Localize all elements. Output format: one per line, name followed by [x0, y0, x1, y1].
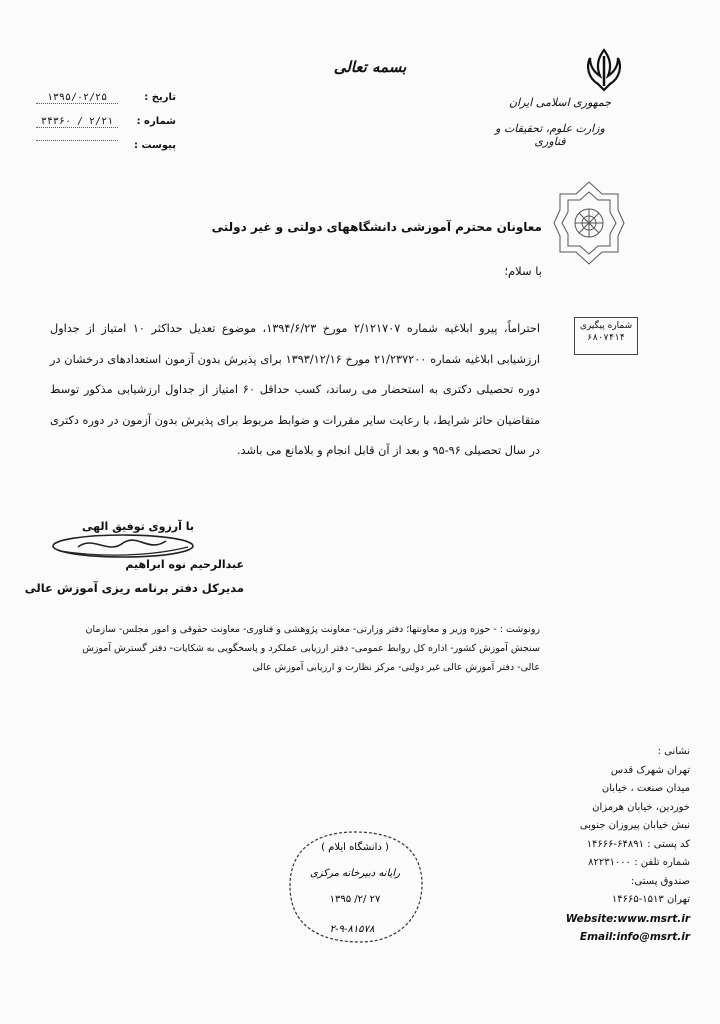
number-label: شماره :	[136, 116, 176, 127]
address-line: تهران شهرک قدس	[610, 764, 690, 776]
address-block	[540, 743, 690, 947]
basmala-heading: بسمه تعالی	[333, 58, 407, 76]
date-value: ۱۳۹۵/۰۲/۲۵	[36, 92, 118, 104]
cc-list: رونوشت : - حوزه وزیر و معاونتها؛ دفتر وزارتی- معاونت پژوهشی و فناوری- معاونت حقوقی و امور مجلس- سازمان سنجش آموزش کشور- اداره کل روابط عمومی- دفتر ارزیابی عملکرد و پاسخگویی به شکایات- دفتر گسترش آموزش عالی- دفتر آموزش عالی غیر دولتی- مرکز نظارت و ارزیابی آموزش عالی	[82, 624, 540, 673]
signer-name: عبدالرحیم نوه ابراهیم	[125, 558, 244, 571]
address-line: خوردین، خیابان هرمزان	[592, 801, 690, 813]
ornament-icon	[552, 180, 626, 266]
stamp-handwritten-number: ۲-۹-۸۱۵۷۸	[329, 924, 375, 935]
website-link[interactable]: Website:www.msrt.ir	[565, 912, 690, 925]
email-link[interactable]: Email:info@msrt.ir	[579, 931, 690, 943]
attachment-value	[36, 140, 118, 141]
recipient-line: معاونان محترم آموزشی دانشگاههای دولتی و غیر دولتی	[211, 220, 542, 234]
tracking-box	[574, 317, 638, 355]
letter-body: احتراماً، پیرو ابلاغیه شماره ۲/۱۲۱۷۰۷ مورخ ۱۳۹۴/۶/۲۳، موضوع تعدیل حداکثر ۱۰ امتیاز از جداول ارزشیابی ابلاغیه شماره ۲۱/۲۳۷۲۰۰ مورخ ۱۳۹۳/۱۲/۱۶ برای پذیرش بدون آزمون استعدادهای درخشان در دوره تحصیلی دکتری به استحضار می رساند، کسب حداقل ۶۰ امتیاز از جداول ارزشیابی مذکور توسط متقاضیان حائز شرایط، با رعایت سایر مقررات و ضوابط مربوط برای پذیرش بدون آزمون در دوره دکتری در سال تحصیلی ۹۶-۹۵ و بعد از آن قابل انجام و بلامانع می باشد.	[50, 322, 540, 457]
address-label: نشانی :	[657, 746, 690, 757]
ministry-name: وزارت علوم، تحقیقات و فناوری	[495, 122, 605, 148]
date-row	[36, 92, 176, 108]
date-label: تاریخ :	[144, 92, 176, 103]
address-line: میدان صنعت ، خیابان	[601, 783, 690, 794]
pobox-label: صندوق پستی:	[631, 875, 690, 887]
attachment-row	[36, 140, 176, 156]
secretariat-stamp	[280, 826, 430, 946]
country-name: جمهوری اسلامی ایران	[508, 96, 612, 109]
tracking-value: ۶۸۰۷۴۱۴	[587, 333, 625, 343]
stamp-date: ۱۳۹۵ /۲/ ۲۷	[329, 894, 381, 905]
greeting: با سلام؛	[504, 264, 542, 278]
postal-code: کد پستی : ۶۴۸۹۱-۱۴۶۶۶	[586, 838, 690, 850]
attachment-label: پیوست :	[133, 140, 176, 151]
pobox-value: تهران ۱۵۱۳-۱۴۶۶۵	[611, 894, 690, 905]
number-row	[36, 116, 176, 132]
number-value: ۲/۲۱ / ۳۴۳۶۰	[36, 116, 118, 128]
closing-line: با آرزوی توفیق الهی	[81, 520, 194, 533]
iran-emblem-icon	[578, 46, 630, 94]
phone-number: شماره تلفن : ۸۲۲۳۱۰۰۰	[588, 857, 690, 868]
stamp-university: ( دانشگاه ایلام )	[321, 842, 389, 853]
tracking-label: شماره پیگیری	[579, 321, 633, 331]
stamp-office: رایانه دبیرخانه مرکزی	[309, 868, 401, 879]
signer-title: مدیرکل دفتر برنامه ریزی آموزش عالی	[24, 581, 244, 595]
address-line: نبش خیابان پیروزان جنوبی	[579, 820, 690, 831]
